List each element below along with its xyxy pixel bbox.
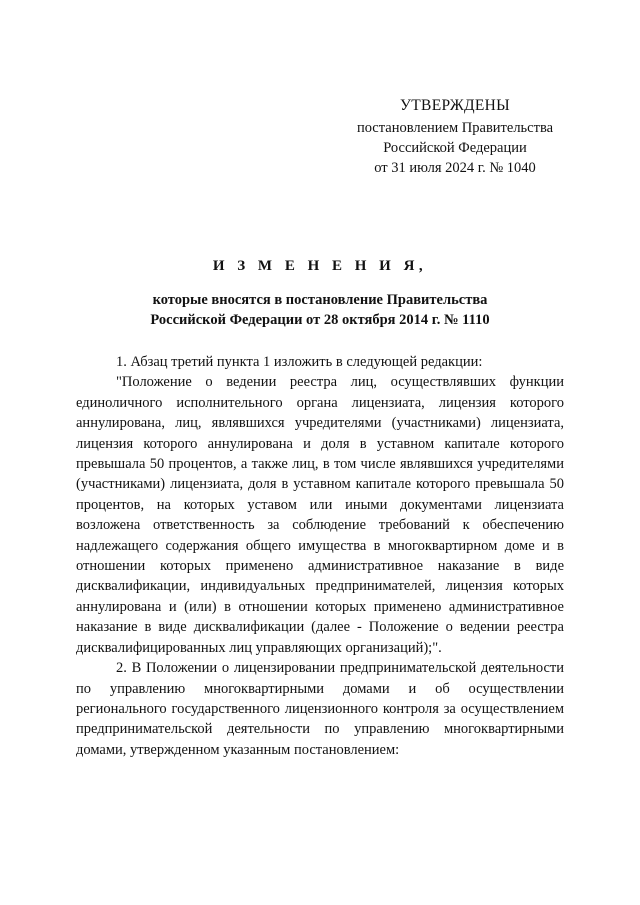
paragraph-3: 2. В Положении о лицензировании предпринимательской деятельности по управлению многоквартирными домами и об осуществлении регионального государственного лицензионного контроля за осуществлением предпринимательской деятельности по управлению многоквартирными домами, утвержденном указанным постановлением: (76, 660, 564, 758)
approval-line-1: постановлением Правительства (356, 120, 554, 136)
approval-stamp (330, 96, 580, 178)
heading-subtitle-2: Российской Федерации от 28 октября 2014 г. № 1110 (150, 312, 490, 328)
document-heading (0, 258, 640, 330)
approval-line-3: от 31 июля 2024 г. № 1040 (374, 160, 536, 176)
document-body (76, 352, 564, 760)
approval-title: УТВЕРЖДЕНЫ (400, 97, 510, 114)
heading-title: И З М Е Н Е Н И Я, (212, 258, 428, 274)
heading-subtitle-1: которые вносятся в постановление Правительства (152, 292, 488, 308)
approval-line-2: Российской Федерации (383, 140, 527, 156)
paragraph-2: "Положение о ведении реестра лиц, осуществлявших функции единоличного исполнительного органа лицензиата, лицензия которого аннулирована, лиц, являвшихся учредителями (участниками) лицензиата, лицензия которого аннулирована и доля в уставном капитале которого превышала 50 процентов, а также лиц, в том числе являвшихся учредителями (участниками) лицензиата, доля в уставном капитале которого превышала 50 процентов, на которых уставом или иными документами лицензиата возложена ответственность за соблюдение требований к обеспечению надлежащего содержания общего имущества в многоквартирном доме и в отношении которых применено административное наказание в виде дисквалификации, индивидуальных предпринимателей, лицензия которых аннулирована и (или) в отношении которых применено административное наказание в виде дисквалификации (далее - Положение о ведении реестра дисквалифицированных лиц управляющих организаций);". (76, 374, 564, 656)
paragraph-1: 1. Абзац третий пункта 1 изложить в следующей редакции: (116, 354, 483, 370)
